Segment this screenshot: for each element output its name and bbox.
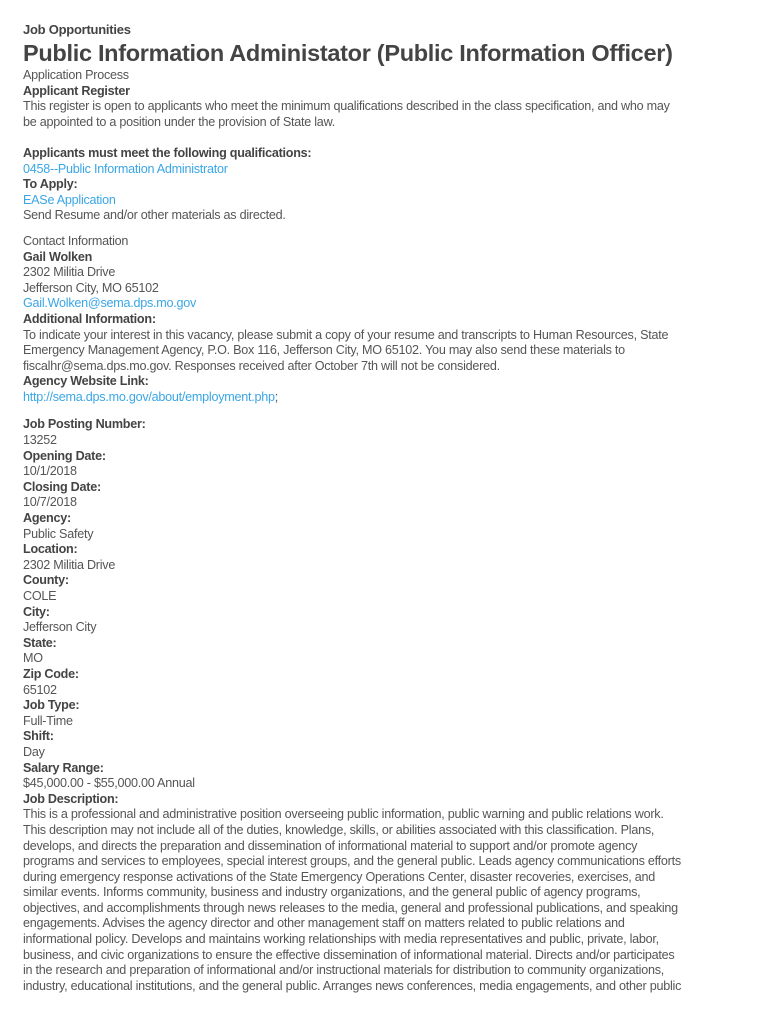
description-line: industry, educational institutions, and the general public. Arranges news conferences, media engagements, and other public: [23, 978, 682, 993]
section-kicker: Job Opportunities: [23, 22, 131, 37]
qualifications-link[interactable]: 0458--Public Information Administrator: [23, 161, 228, 176]
agency-website-label: Agency Website Link:: [23, 374, 149, 389]
detail-label: City:: [23, 604, 50, 619]
description-line: in the research and preparation of informational and/or instructional materials for distribution to community organizations,: [23, 963, 665, 978]
job-details-list: [23, 417, 758, 791]
description-line: This description may not include all of the duties, knowledge, skills, or abilities associated with this classification. Plans,: [23, 822, 655, 837]
detail-label: Shift:: [23, 729, 54, 744]
page-title: Public Information Administator (Public Information Officer): [23, 40, 673, 66]
detail-label: Opening Date:: [23, 448, 106, 463]
detail-label: Job Type:: [23, 698, 80, 713]
register-text-line: This register is open to applicants who meet the minimum qualifications described in the class specification, and who may: [23, 99, 670, 114]
detail-value: Jefferson City: [23, 620, 97, 635]
contact-name: Gail Wolken: [23, 249, 93, 264]
detail-label: Location:: [23, 542, 78, 557]
to-apply-label: To Apply:: [23, 177, 78, 192]
detail-label: State:: [23, 635, 57, 650]
description-line: This is a professional and administrative position overseeing public information, public warning and public relations work.: [23, 807, 664, 822]
applicant-register-label: Applicant Register: [23, 83, 130, 98]
agency-website-row: [23, 390, 758, 406]
additional-info-line: fiscalhr@sema.dps.mo.gov. Responses received after October 7th will not be considered.: [23, 358, 500, 373]
job-posting-page: [23, 22, 758, 994]
detail-value: 10/7/2018: [23, 495, 77, 510]
detail-value: $45,000.00 - $55,000.00 Annual: [23, 776, 195, 791]
ease-application-link[interactable]: EASe Application: [23, 192, 116, 207]
website-suffix: ;: [274, 389, 279, 404]
detail-value: COLE: [23, 589, 57, 603]
detail-label: Agency:: [23, 511, 71, 526]
detail-value: Full-Time: [23, 713, 73, 728]
application-process-heading: Application Process: [23, 68, 129, 82]
additional-info-line: To indicate your interest in this vacancy, please submit a copy of your resume and transcripts to Human Resources, State: [23, 327, 669, 342]
detail-value: Day: [23, 744, 45, 759]
contact-address-line1: 2302 Militia Drive: [23, 265, 116, 280]
description-line: objectives, and accomplishments through news releases to the media, general and professional publications, and speaking: [23, 900, 678, 915]
contact-email-link[interactable]: Gail.Wolken@sema.dps.mo.gov: [23, 296, 197, 311]
detail-label: Salary Range:: [23, 760, 104, 775]
register-text-line: be appointed to a position under the provision of State law.: [23, 114, 335, 129]
detail-label: Zip Code:: [23, 666, 79, 681]
detail-value: 13252: [23, 433, 57, 448]
apply-instructions: Send Resume and/or other materials as directed.: [23, 208, 286, 223]
contact-address-line2: Jefferson City, MO 65102: [23, 280, 159, 295]
agency-website-link[interactable]: http://sema.dps.mo.gov/about/employment.php: [23, 389, 275, 404]
detail-value: 65102: [23, 682, 57, 697]
detail-value: 2302 Militia Drive: [23, 557, 116, 572]
description-line: informational policy. Develops and maintains working relationships with media representatives and public, private, labor,: [23, 932, 659, 947]
qualifications-label: Applicants must meet the following qualifications:: [23, 145, 312, 160]
detail-label: County:: [23, 573, 69, 588]
detail-value: 10/1/2018: [23, 464, 77, 479]
description-line: engagements. Advises the agency director and other management staff on matters related to public relations and: [23, 916, 625, 931]
job-description-label: Job Description:: [23, 791, 119, 806]
description-line: business, and civic organizations to ensure the effective dissemination of informational material. Directs and/or participates: [23, 947, 675, 962]
job-description-text: [23, 807, 758, 994]
detail-value: MO: [23, 651, 43, 666]
description-line: develops, and directs the preparation and dissemination of informational material to support and/or promote agency: [23, 838, 638, 853]
detail-value: Public Safety: [23, 526, 94, 541]
description-line: similar events. Informs community, business and industry organizations, and the general public of agency programs,: [23, 885, 641, 900]
detail-label: Job Posting Number:: [23, 417, 146, 432]
additional-info-line: Emergency Management Agency, P.O. Box 116, Jefferson City, MO 65102. You may also send these materials to: [23, 343, 625, 358]
description-line: programs and services to employees, special interest groups, and the general public. Leads agency communications efforts: [23, 854, 681, 869]
detail-label: Closing Date:: [23, 479, 101, 494]
contact-heading: Contact Information: [23, 233, 129, 248]
description-line: during emergency response activations of the State Emergency Operations Center, disaster recoveries, exercises, and: [23, 869, 656, 884]
additional-info-label: Additional Information:: [23, 311, 156, 326]
